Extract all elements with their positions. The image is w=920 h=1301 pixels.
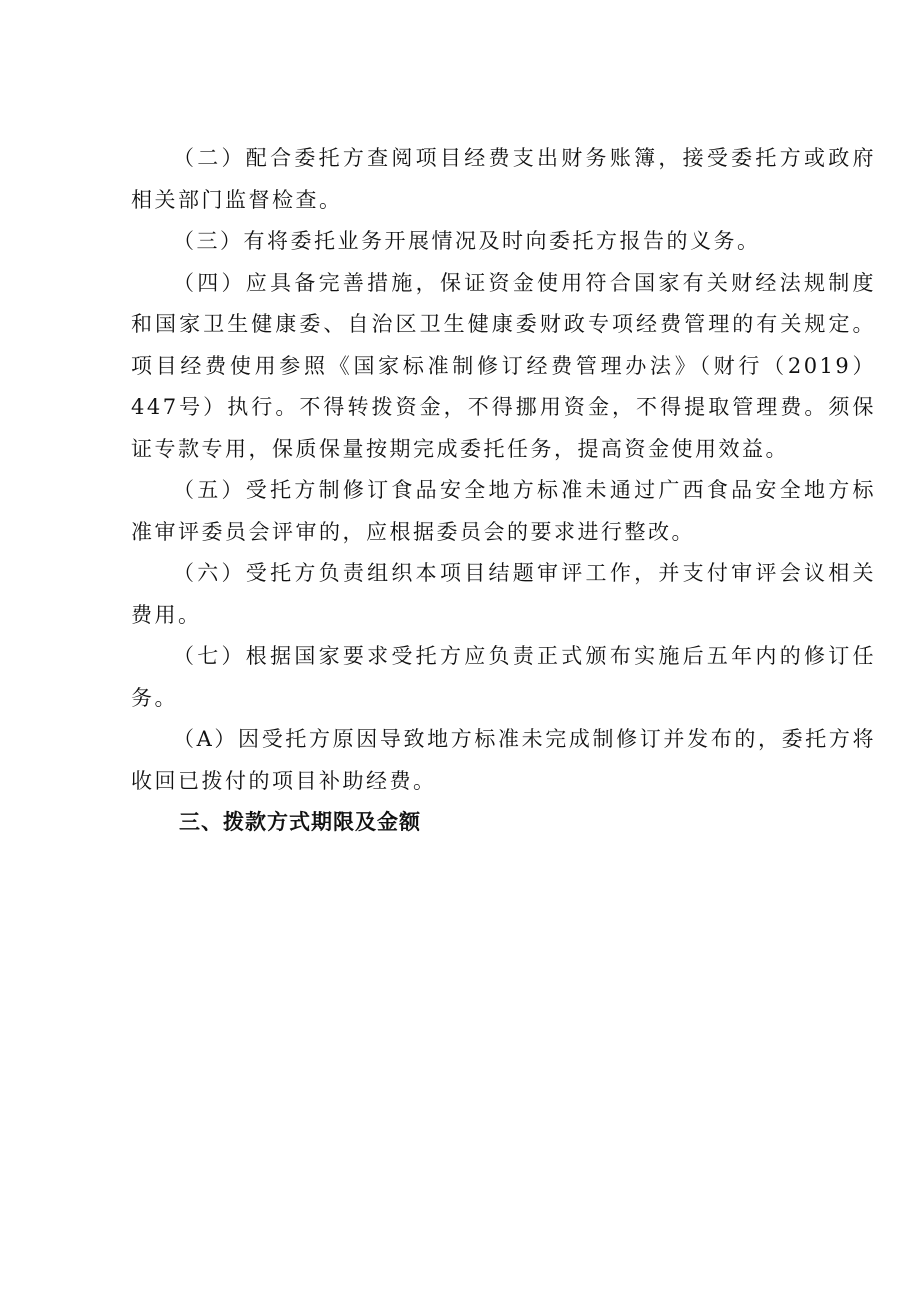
paragraph-item-5: （五）受托方制修订食品安全地方标准未通过广西食品安全地方标准审评委员会评审的，应根据委员会的要求进行整改。 [131, 478, 876, 544]
paragraph-item-2: （二）配合委托方查阅项目经费支出财务账簿，接受委托方或政府相关部门监督检查。 [131, 146, 876, 212]
paragraph-item-3: （三）有将委托业务开展情况及时向委托方报告的义务。 [173, 229, 761, 253]
paragraph-item-6: （六）受托方负责组织本项目结题审评工作，并支付审评会议相关费用。 [131, 561, 876, 627]
document-body [131, 138, 876, 844]
paragraph-item-a: （A）因受托方原因导致地方标准未完成制修订并发布的，委托方将收回已拨付的项目补助经费。 [131, 727, 876, 793]
paragraph-item-7: （七）根据国家要求受托方应负责正式颁布实施后五年内的修订任务。 [131, 644, 876, 710]
paragraph-item-4: （四）应具备完善措施，保证资金使用符合国家有关财经法规制度和国家卫生健康委、自治区卫生健康委财政专项经费管理的有关规定。项目经费使用参照《国家标准制修订经费管理办法》（财行（2019）447号）执行。不得转拨资金，不得挪用资金，不得提取管理费。须保证专款专用，保质保量按期完成委托任务，提高资金使用效益。 [131, 270, 876, 461]
section-heading: 三、拨款方式期限及金额 [179, 810, 421, 834]
